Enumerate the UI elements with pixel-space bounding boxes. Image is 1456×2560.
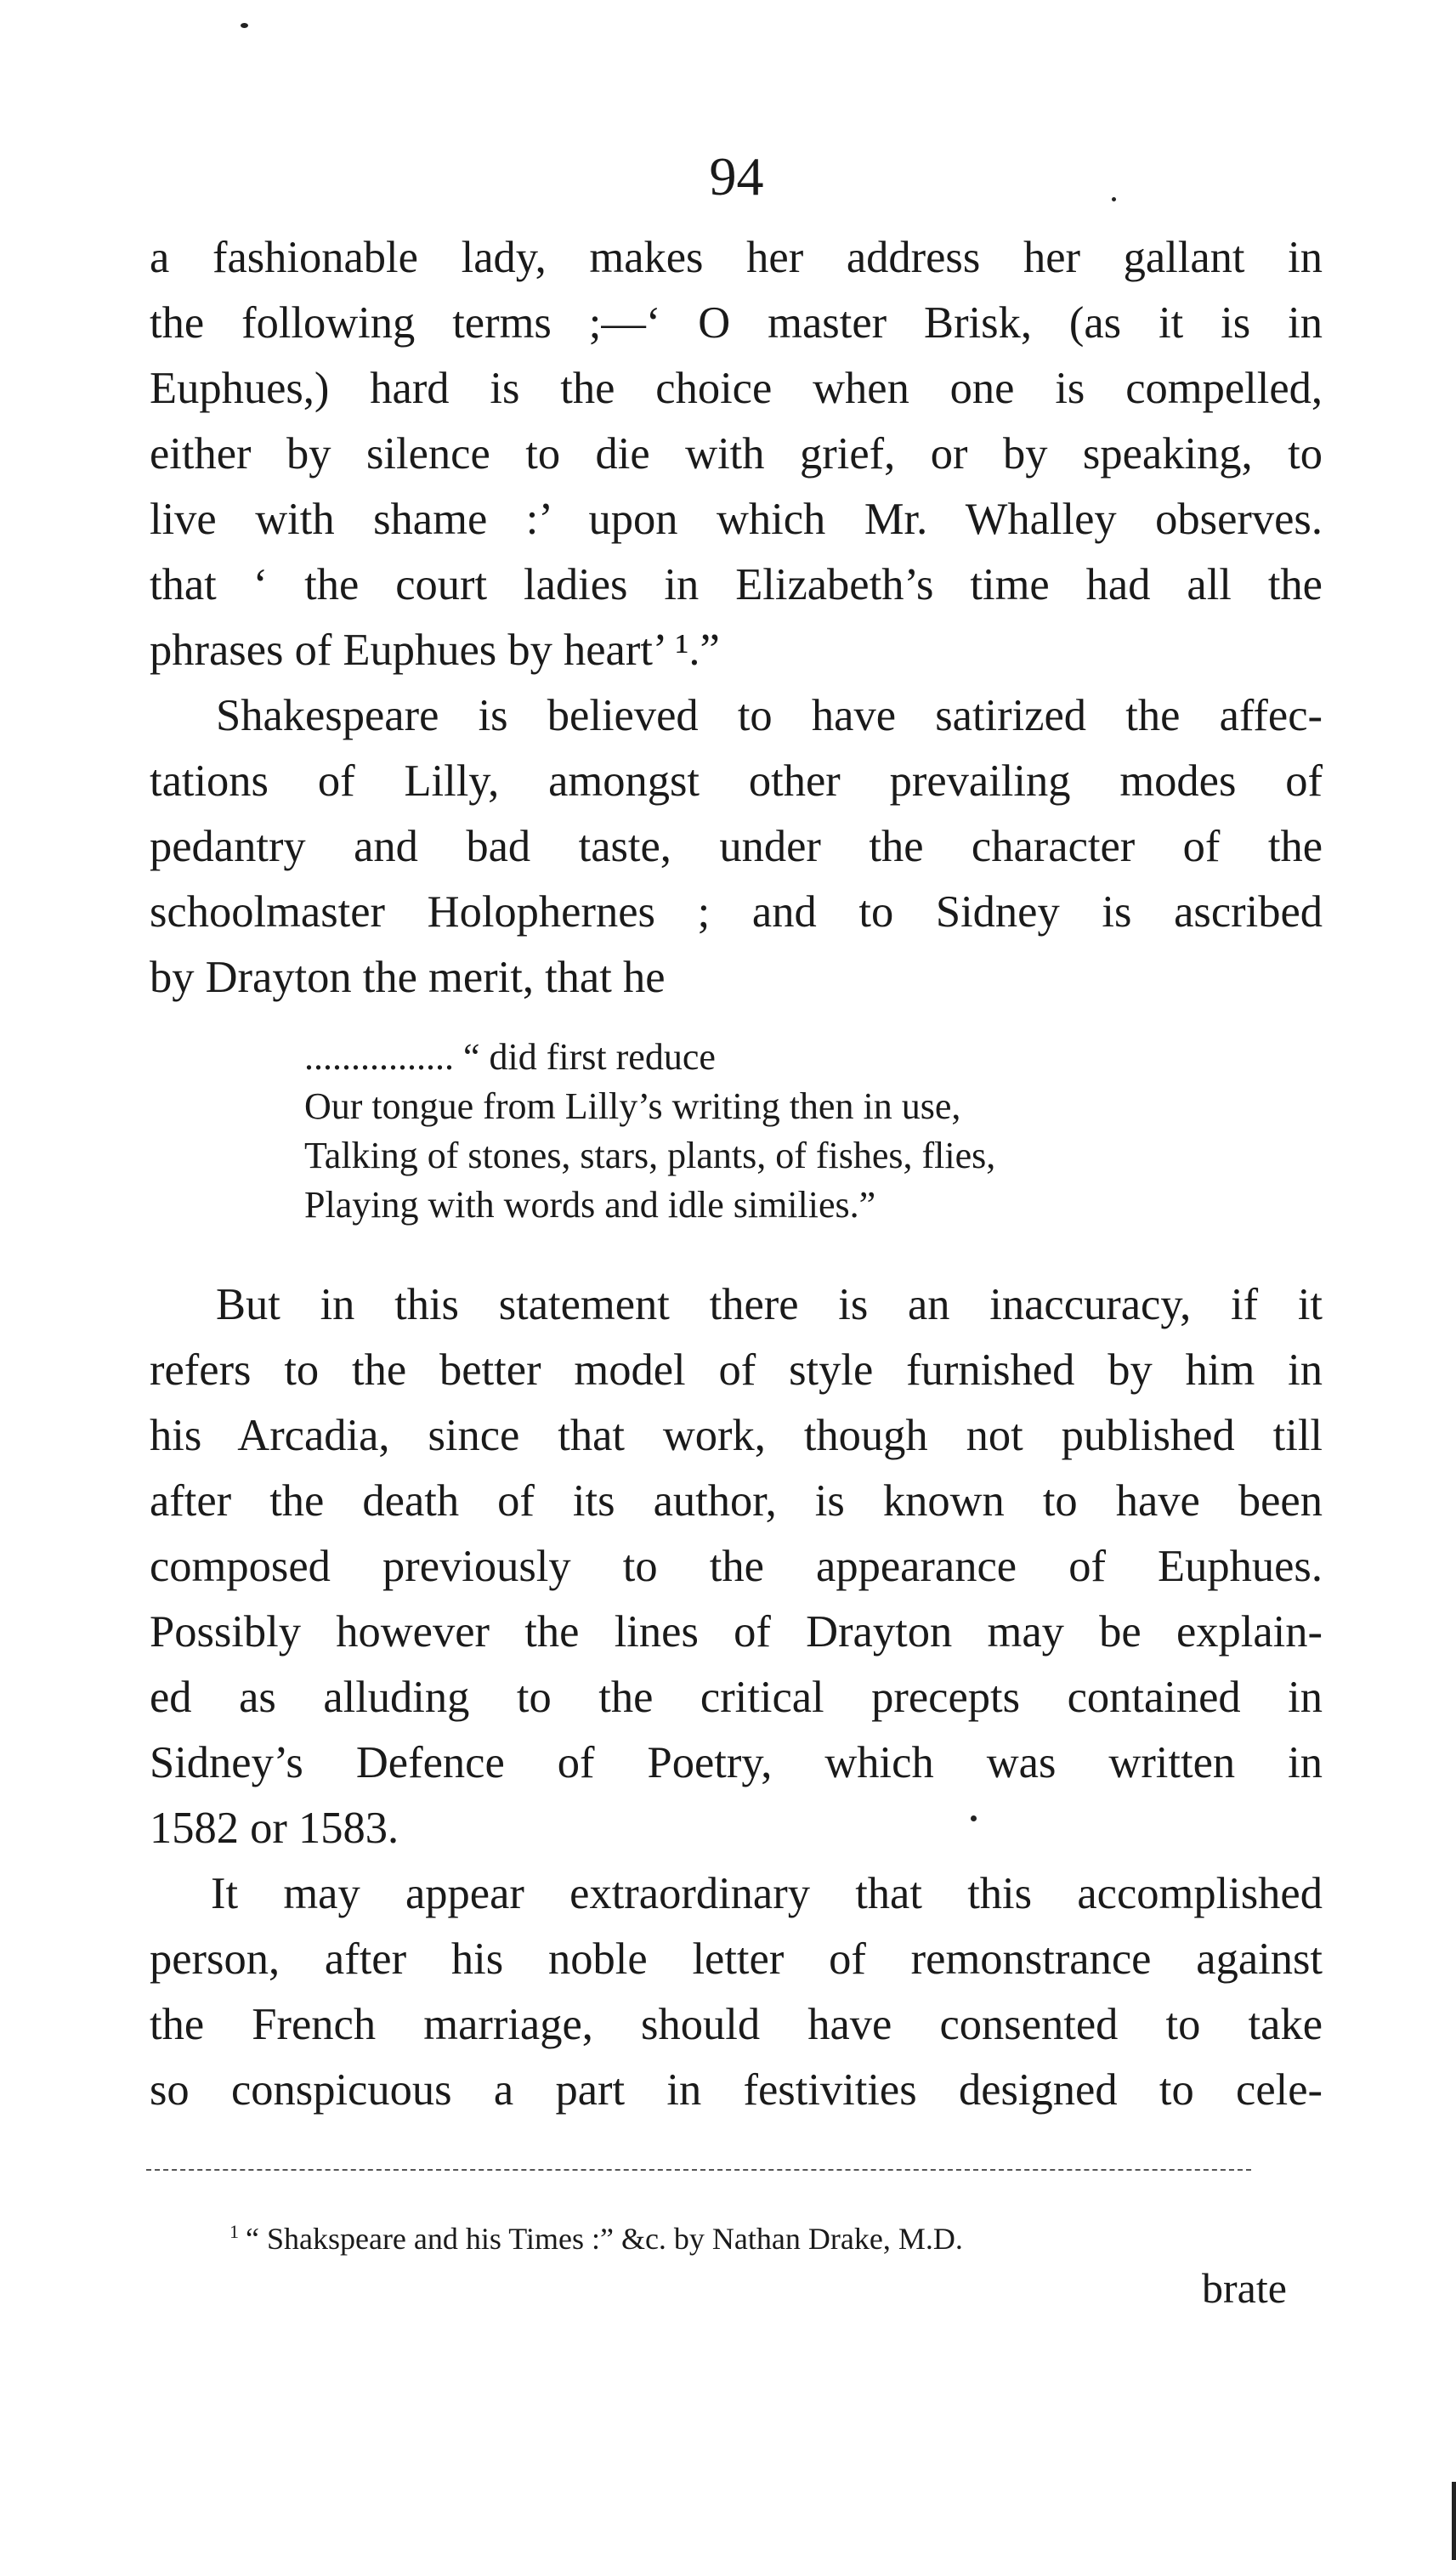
verse-line: Our tongue from Lilly’s writing then in use, (304, 1085, 961, 1127)
text-line: 1582 or 1583. (150, 1804, 399, 1853)
text-line: ed as alluding to the critical precepts contained in (150, 1673, 1323, 1722)
text-line: live with shame :’ upon which Mr. Whalley observes. (150, 495, 1323, 544)
text-line: It may appear extraordinary that this accomplished (211, 1869, 1323, 1918)
verse-line: Talking of stones, stars, plants, of fishes, flies, (304, 1135, 996, 1176)
text-line: after the death of its author, is known to have been (150, 1476, 1323, 1526)
text-line: his Arcadia, since that work, though not published till (150, 1411, 1323, 1460)
verse-quotation (304, 1033, 995, 1230)
text-line: Shakespeare is believed to have satirized the affec- (216, 691, 1323, 740)
verse-line: Playing with words and idle similies.” (304, 1184, 876, 1226)
text-line: a fashionable lady, makes her address her gallant in (150, 233, 1323, 282)
text-line: person, after his noble letter of remonstrance against (150, 1934, 1323, 1984)
text-line: Sidney’s Defence of Poetry, which was written in (150, 1738, 1323, 1787)
page-number: 94 (709, 146, 764, 207)
verse-line: ................ “ did first reduce (304, 1036, 716, 1078)
text-line: Euphues,) hard is the choice when one is compelled, (150, 364, 1323, 413)
paragraph (150, 225, 1323, 683)
catchword: brate (1202, 2264, 1287, 2312)
text-line: the following terms ;—‘ O master Brisk, (as it is in (150, 298, 1323, 348)
text-line: composed previously to the appearance of Euphues. (150, 1542, 1323, 1591)
body-text-upper (150, 225, 1323, 1011)
footnote-rule (146, 2169, 1251, 2171)
paragraph (150, 1861, 1323, 2123)
text-line: the French marriage, should have consented to take (150, 2000, 1323, 2049)
text-line: But in this statement there is an inaccuracy, if it (216, 1280, 1323, 1329)
text-line: Possibly however the lines of Drayton may be explain- (150, 1607, 1323, 1657)
text-line: by Drayton the merit, that he (150, 953, 666, 1002)
footnote-text: “ Shakspeare and his Times :” &c. by Nathan Drake, M.D. (246, 2222, 963, 2256)
text-line: refers to the better model of style furnished by him in (150, 1345, 1323, 1395)
paragraph (150, 1272, 1323, 1861)
footnote-mark: 1 (229, 2221, 239, 2242)
ink-speck (241, 23, 248, 28)
text-line: pedantry and bad taste, under the character of the (150, 822, 1323, 871)
footnote (229, 2212, 963, 2259)
body-text-lower (150, 1272, 1323, 2123)
page-edge-mark (1452, 2482, 1456, 2560)
text-line: tations of Lilly, amongst other prevailing modes of (150, 756, 1323, 806)
text-line: phrases of Euphues by heart’ ¹.” (150, 626, 720, 675)
text-line: that ‘ the court ladies in Elizabeth’s time had all the (150, 560, 1323, 609)
text-line: either by silence to die with grief, or by speaking, to (150, 429, 1323, 479)
text-line: so conspicuous a part in festivities designed to cele- (150, 2065, 1323, 2115)
paragraph (150, 683, 1323, 1011)
text-line: schoolmaster Holophernes ; and to Sidney is ascribed (150, 887, 1323, 937)
